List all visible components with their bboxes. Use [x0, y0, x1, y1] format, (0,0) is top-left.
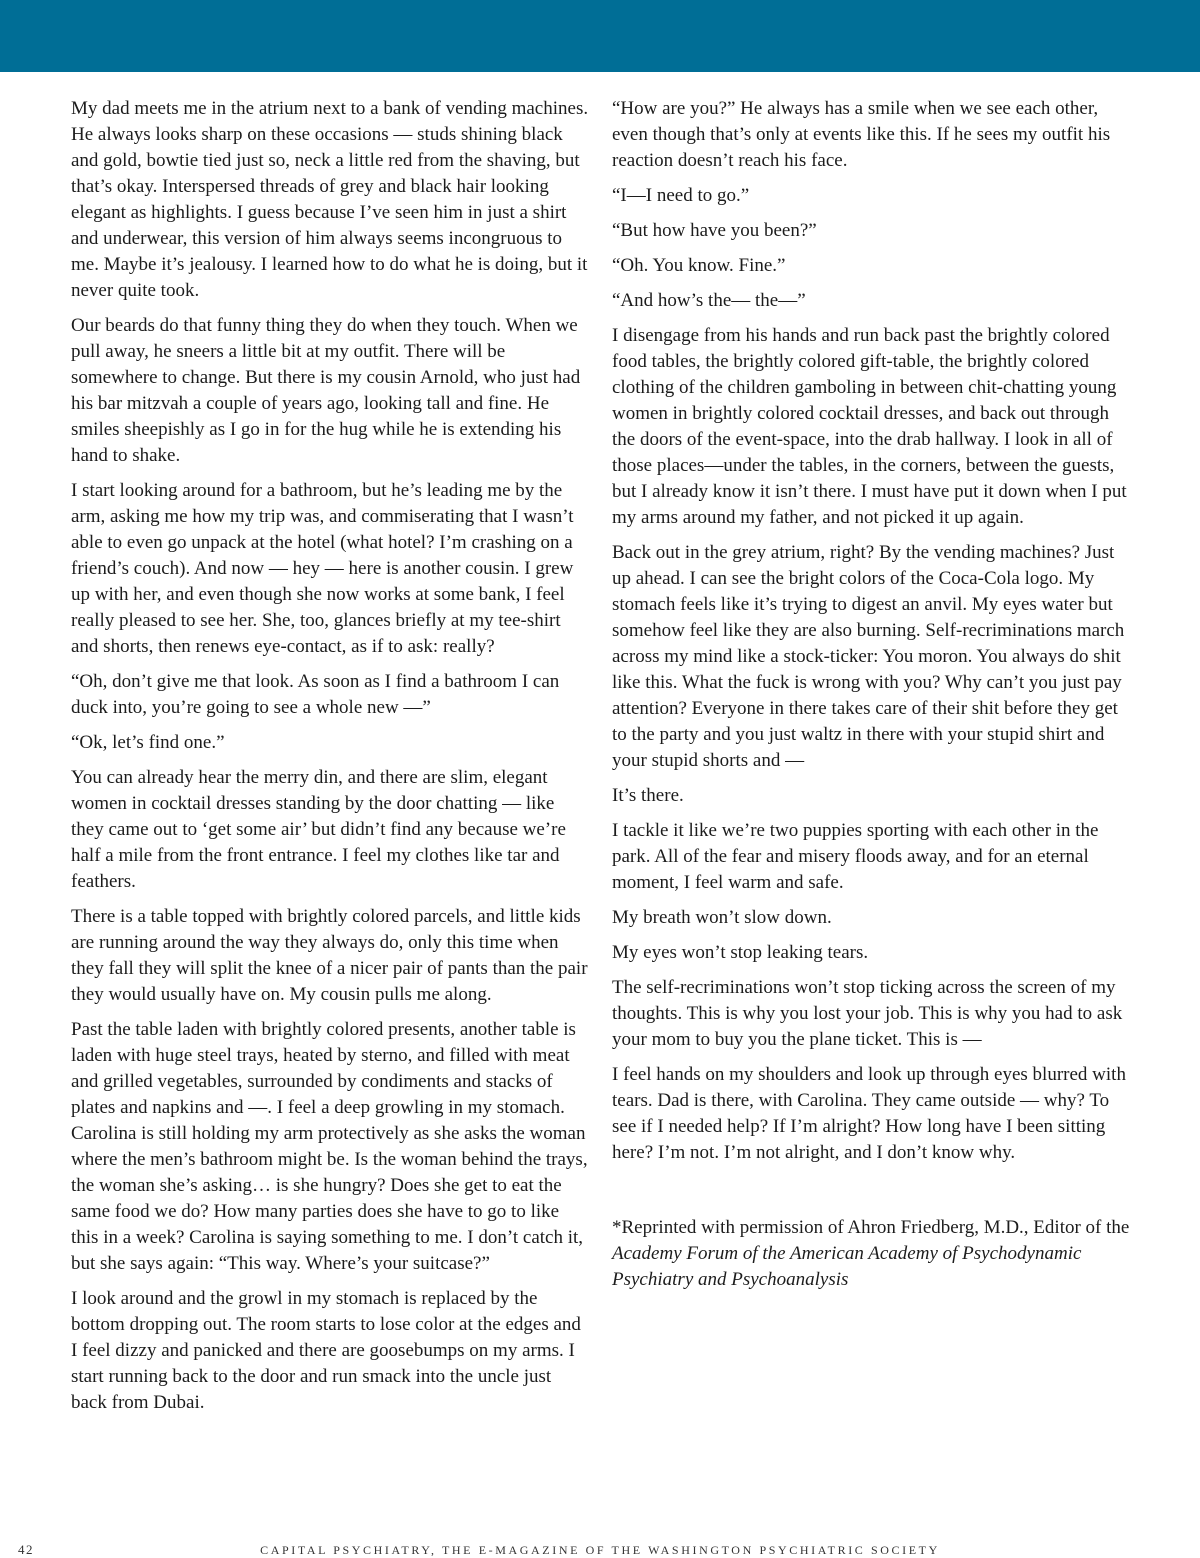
body-paragraph: “Ok, let’s find one.” — [71, 732, 225, 753]
body-paragraph: “I—I need to go.” — [612, 185, 750, 206]
body-paragraph: There is a table topped with brightly colored parcels, and little kids are running around the way they always do, only this time when they fall they will split the knee of a nicer pair of pants than the pair they would usually have on. My cousin pulls me along. — [71, 906, 588, 1005]
section-spacer — [612, 1175, 1132, 1215]
body-paragraph: “Oh. You know. Fine.” — [612, 255, 786, 276]
left-column — [71, 96, 589, 1425]
body-paragraph: My dad meets me in the atrium next to a bank of vending machines. He always looks sharp on these occasions — studs shining black and gold, bowtie tied just so, neck a little red from the shaving, but that’s okay. Interspersed threads of grey and black hair looking elegant as highlights. I guess because I’ve seen him in just a shirt and underwear, this version of him always seems incongruous to me. Maybe it’s jealousy. I learned how to do what he is doing, but it never quite took. — [71, 98, 589, 301]
body-paragraph: I start looking around for a bathroom, but he’s leading me by the arm, asking me how my trip was, and commiserating that I wasn’t able to even go unpack at the hotel (what hotel? I’m crashing on a friend’s couch). And now — hey — here is another cousin. I grew up with her, and even though she now works at some bank, I feel really pleased to see her. She, too, glances briefly at my tee-shirt and shorts, then renews eye-contact, as if to ask: really? — [71, 480, 574, 657]
body-paragraph: “And how’s the— the—” — [612, 290, 806, 311]
body-paragraph: I look around and the growl in my stomach is replaced by the bottom dropping out. The room starts to lose color at the edges and I feel dizzy and panicked and there are goosebumps on my arms. I start running back to the door and run smack into the uncle just back from Dubai. — [71, 1288, 581, 1413]
body-paragraph: My eyes won’t stop leaking tears. — [612, 942, 869, 963]
body-paragraph: I tackle it like we’re two puppies sporting with each other in the park. All of the fear and misery floods away, and for an eternal moment, I feel warm and safe. — [612, 820, 1099, 893]
body-paragraph: I feel hands on my shoulders and look up through eyes blurred with tears. Dad is there, with Carolina. They came outside — why? To see if I needed help? If I’m alright? How long have I been sitting here? I’m not. I’m not alright, and I don’t know why. — [612, 1064, 1126, 1163]
reprint-note-text: *Reprinted with permission of Ahron Friedberg, M.D., Editor of the — [612, 1217, 1130, 1238]
body-paragraph: It’s there. — [612, 785, 684, 806]
right-column — [612, 96, 1132, 1302]
body-paragraph: Our beards do that funny thing they do when they touch. When we pull away, he sneers a little bit at my outfit. There will be somewhere to change. But there is my cousin Arnold, who just had his bar mitzvah a couple of years ago, looking tall and fine. He smiles sheepishly as I go in for the hug while he is extending his hand to shake. — [71, 315, 581, 466]
reprint-note — [612, 1215, 1132, 1293]
reprint-publication: Academy Forum of the American Academy of Psychodynamic Psychiatry and Psychoanalysis — [612, 1243, 1082, 1290]
body-paragraph: “But how have you been?” — [612, 220, 817, 241]
body-paragraph: The self-recriminations won’t stop ticking across the screen of my thoughts. This is why you lost your job. This is why you had to ask your mom to buy you the plane ticket. This is — — [612, 977, 1123, 1050]
page-number: 42 — [18, 1542, 34, 1557]
body-paragraph: Back out in the grey atrium, right? By the vending machines? Just up ahead. I can see the bright colors of the Coca-Cola logo. My stomach feels like it’s trying to digest an anvil. My eyes water but somehow feel like they are also burning. Self-recriminations march across my mind like a stock-ticker: You moron. You always do shit like this. What the fuck is wrong with you? Why can’t you just pay attention? Everyone in there takes care of their shit before they get to the party and you just waltz in there with your stupid shirt and your stupid shorts and — — [612, 542, 1125, 771]
header-color-band — [0, 0, 1200, 72]
body-paragraph: I disengage from his hands and run back past the brightly colored food tables, the brightly colored gift-table, the brightly colored clothing of the children gamboling in between chit-chatting young women in brightly colored cocktail dresses, and back out through the doors of the event-space, into the drab hallway. I look in all of those places—under the tables, in the corners, between the guests, but I already know it isn’t there. I must have put it down when I put my arms around my father, and not picked it up again. — [612, 325, 1127, 528]
body-paragraph: My breath won’t slow down. — [612, 907, 832, 928]
body-paragraph: “How are you?” He always has a smile when we see each other, even though that’s only at events like this. If he sees my outfit his reaction doesn’t reach his face. — [612, 98, 1111, 171]
body-paragraph: You can already hear the merry din, and there are slim, elegant women in cocktail dresses standing by the door chatting — like they came out to ‘get some air’ but didn’t find any because we’re half a mile from the front entrance. I feel my clothes like tar and feathers. — [71, 767, 566, 892]
body-paragraph: Past the table laden with brightly colored presents, another table is laden with huge steel trays, heated by sterno, and filled with meat and grilled vegetables, surrounded by condiments and stacks of plates and napkins and —. I feel a deep growling in my stomach. Carolina is still holding my arm protectively as she asks the woman where the men’s bathroom might be. Is the woman behind the trays, the woman she’s asking… is she hungry? Does she get to eat the same food we do? How many parties does she have to go to like this in a week? Carolina is saying something to me. I don’t catch it, but she says again: “This way. Where’s your suitcase?” — [71, 1019, 588, 1274]
magazine-title: CAPITAL PSYCHIATRY, THE E-MAGAZINE OF THE WASHINGTON PSYCHIATRIC SOCIETY — [260, 1543, 940, 1557]
body-paragraph: “Oh, don’t give me that look. As soon as I find a bathroom I can duck into, you’re going to see a whole new —” — [71, 671, 560, 718]
